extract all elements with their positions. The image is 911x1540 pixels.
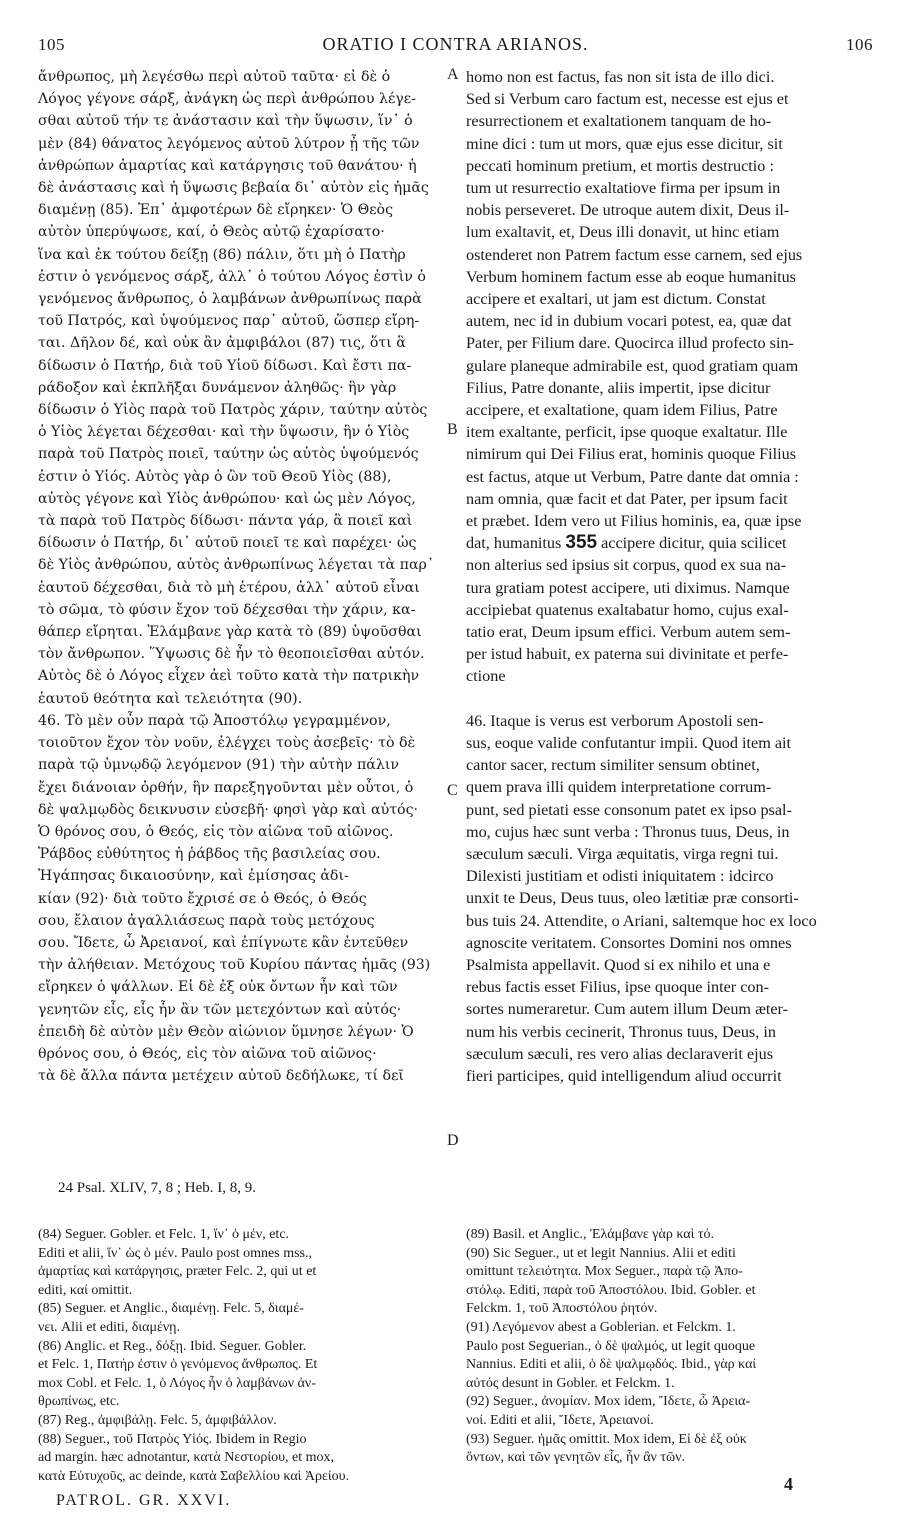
text-line: διαμένῃ (85). Ἐπ᾽ ἀμφοτέρων δὲ εἴρηκεν· Ὁ Θεὸς <box>38 202 394 219</box>
text-line: Psalmista appellavit. Quod si ex nihilo et una e <box>466 955 771 974</box>
text-line: Λόγος γέγονε σάρξ, ἀνάγκη ὡς περὶ ἀνθρώπου λέγε- <box>38 91 416 108</box>
footnote-line: mox Cobl. et Felc. 1, ὁ Λόγος ἦν ὁ λαμβάνων ἀν- <box>38 1375 316 1391</box>
text-line: Ὁ θρόνος σου, ὁ Θεός, εἰς τὸν αἰῶνα τοῦ αἰῶνος. <box>38 823 394 840</box>
text-line: accipere et exaltari, ut jam est dictum. Constat <box>466 290 766 309</box>
text-line: 46. Itaque is verus est verborum Apostoli sen- <box>466 711 764 730</box>
text-line: τὸν ἄνθρωπον. Ὕψωσις δὲ ἦν τὸ θεοποιεῖσθαι αὐτόν. <box>38 646 425 663</box>
text-line: gulare planeque admirabile est, quod gratiam quam <box>466 356 799 375</box>
text-line: est factus, atque ut Verbum, Patre dante dat omnia : <box>466 467 799 486</box>
text-line: nobis perseveret. De utroque autem dixit, Deus il- <box>466 201 790 220</box>
text-line: tura gratiam potest accipere, uti diximus. Namque <box>466 578 790 597</box>
margin-marker-a: A <box>447 66 459 83</box>
text-line: tatio erat, Deum ipsum effici. Verbum autem sem- <box>466 623 791 642</box>
text-line: Dilexisti justitiam et odisti iniquitatem : idcirco <box>466 867 774 886</box>
text-line: Ἠγάπησας δικαιοσύνην, καὶ ἐμίσησας ἀδι- <box>38 868 349 885</box>
text-line: Αὐτὸς δὲ ὁ Λόγος εἶχεν ἀεὶ τοῦτο κατὰ τὴν πατρικὴν <box>38 668 420 685</box>
page-number-left: 105 <box>38 35 65 54</box>
margin-marker-b: B <box>447 421 458 438</box>
footnote-line: ἁμαρτίας καὶ κατάργησις, præter Felc. 2, qui ut et <box>38 1264 317 1280</box>
text-line: resurrectionem et exaltationem tanquam de ho- <box>466 112 772 131</box>
footnote-line: (89) Basil. et Anglic., Ἐλάμβανε γὰρ καὶ τό. <box>466 1227 714 1242</box>
footnote-line: Paulo post Seguerian., ὁ δὲ ψαλμός, ut legit quoque <box>466 1338 756 1354</box>
text-line: εἴρηκεν ὁ ψάλλων. Εἰ δὲ ἐξ οὐκ ὄντων ἦν καὶ τῶν <box>38 979 398 996</box>
footnote-line: Editi et alii, ἵν᾽ ὡς ὁ μέν. Paulo post omnes mss., <box>38 1245 313 1261</box>
text-line: δὲ Υἱὸς ἀνθρώπου, αὐτὸς ἀνθρωπίνως λέγεται τὰ παρ᾽ <box>38 557 434 574</box>
text-line: δίδωσιν ὁ Πατήρ, δι᾽ αὐτοῦ ποιεῖ τε καὶ παρέχει· ὡς <box>38 535 417 552</box>
text-line: ostenderet non Patrem factum esse carnem, sed ejus <box>466 245 803 264</box>
text-line: τὰ παρὰ τοῦ Πατρὸς δίδωσι· πάντα γάρ, ἃ ποιεῖ καὶ <box>38 513 413 530</box>
text-line: δίδωσιν ὁ Υἱὸς παρὰ τοῦ Πατρὸς χάριν, ταύτην αὐτὸς <box>38 402 428 419</box>
text-line: θάπερ εἴρηται. Ἐλάμβανε γὰρ κατὰ τὸ (89) ὑψοῦσθαι <box>38 624 422 641</box>
text-line: Sed si Verbum caro factum est, necesse est ejus et <box>466 90 789 109</box>
text-line: lum exaltavit, et, Deus illi donavit, ut hinc etiam <box>466 223 780 242</box>
text-line <box>466 688 876 710</box>
text-line: σου. Ἴδετε, ὦ Ἀρειανοί, καὶ ἐπίγνωτε κἂν ἐντεῦθεν <box>38 934 409 951</box>
text-line: δὲ ἀνάστασις καὶ ἡ ὕψωσις βεβαία δι᾽ αὐτὸν εἰς ἡμᾶς <box>38 180 429 197</box>
footnote-line: ὄντων, καὶ τῶν γενητῶν εἷς, ἦν ἂν τῶν. <box>466 1450 686 1466</box>
text-line: μὲν (84) θάνατος λεγόμενος αὐτοῦ λύτρον ᾖ τῆς τῶν <box>38 135 420 152</box>
text-line: sæculum sæculi, res vero alias declaraverit ejus <box>466 1044 774 1063</box>
text-line: mo, cujus hæc sunt verba : Thronus tuus, Deus, in <box>466 822 790 841</box>
text-line: cantor sacer, rectum similiter sensum obtinet, <box>466 756 760 775</box>
footnote-line: (87) Reg., ἀμφιβάλῃ. Felc. 5, ἀμφιβάλλον. <box>38 1412 277 1428</box>
text-line: agnoscite veritatem. Consortes Domini nos omnes <box>466 933 792 952</box>
text-line: peccati hominum pretium, et mortis destructio : <box>466 156 774 175</box>
text-line: sus, eoque valide confutantur impii. Quod item ait <box>466 733 792 752</box>
footnote-line: κατὰ Εὐτυχοῦς, ac deinde, κατὰ Σαβελλίου καὶ Ἀρείου. <box>38 1468 350 1484</box>
text-line: δὲ ψαλμῳδὸς δεικνυσιν εὐσεβῆ· φησὶ γὰρ καὶ αὐτός· <box>38 801 419 818</box>
running-title: ORATIO I CONTRA ARIANOS. <box>322 34 589 54</box>
text-line: ται. Δῆλον δέ, καὶ οὐκ ἂν ἀμφιβάλοι (87) τις, ὅτι ἃ <box>38 335 406 352</box>
text-line: accipere, et exaltatione, quam idem Filius, Patre <box>466 401 778 420</box>
text-line: τοῦ Πατρός, καὶ ὑψούμενος παρ᾽ αὐτοῦ, ὥσπερ εἴρη- <box>38 313 420 330</box>
text-line: ἄνθρωπος, μὴ λεγέσθω περὶ αὐτοῦ ταῦτα· εἰ δὲ ὁ <box>38 69 391 85</box>
text-line: fieri participes, quid intelligendum aliud occurrit <box>466 1066 782 1085</box>
running-header <box>38 34 873 60</box>
footnote-line: et Felc. 1, Πατήρ ἐστιν ὁ γενόμενος ἄνθρωπος. Et <box>38 1357 318 1373</box>
scripture-reference: 24 Psal. XLIV, 7, 8 ; Heb. I, 8, 9. <box>58 1180 257 1196</box>
text-line: τὴν ἀλήθειαν. Μετόχους τοῦ Κυρίου πάντας ἡμᾶς (93) <box>38 957 431 974</box>
text-line: ἵνα καὶ ἐκ τούτου δείξῃ (86) πάλιν, ὅτι μὴ ὁ Πατὴρ <box>38 246 406 263</box>
text-line: παρὰ τῷ ὑμνῳδῷ λεγόμενον (91) τὴν αὐτὴν πάλιν <box>38 757 400 774</box>
text-line: bus tuis 24. Attendite, o Ariani, saltemque hoc ex loco <box>466 911 817 930</box>
text-line: ἔχει διάνοιαν ὀρθήν, ἣν παρεξηγοῦνται μὲν οὗτοι, ὁ <box>38 779 414 796</box>
text-line: ctione <box>466 667 506 686</box>
footer-series: PATROL. GR. XXVI. <box>56 1492 232 1509</box>
footnote-line: (86) Anglic. et Reg., δόξῃ. Ibid. Seguer. Gobler. <box>38 1338 307 1354</box>
text-line: item exaltante, perficit, ipse quoque exaltatur. Ille <box>466 423 788 442</box>
text-line: mine dici : tum ut mors, quæ ejus esse dicitur, sit <box>466 134 783 153</box>
text-line: num his verbis cecinerit, Thronus tuus, Deus, in <box>466 1022 776 1041</box>
text-line: non alterius sed ipsius sit corpus, quod ex sua na- <box>466 556 787 575</box>
margin-marker-d: D <box>447 1132 459 1149</box>
text-line: ράδοξον καὶ ἐκπλῆξαι δυνάμενον ἀληθῶς· ἣν γὰρ <box>38 379 397 396</box>
text-line: punt, sed pietati esse consonum patet ex ipso psal- <box>466 800 792 819</box>
text-line: ἀνθρώπων ἁμαρτίας καὶ κατάργησις τοῦ θανάτου· ἡ <box>38 157 417 174</box>
text-line: sortes numeraretur. Cum autem illum Deum æter- <box>466 1000 789 1019</box>
footnote-line: (85) Seguer. et Anglic., διαμένῃ. Felc. 5, διαμέ- <box>38 1301 304 1317</box>
latin-column <box>466 66 876 1087</box>
footnote-line: omittunt τελειότητα. Mox Seguer., παρὰ τῷ Ἀπο- <box>466 1264 743 1280</box>
text-line: Ῥάβδος εὐθύτητος ἡ ῥάβδος τῆς βασιλείας σου. <box>38 846 381 863</box>
text-line: αὐτὸς γέγονε καὶ Υἱὸς ἀνθρώπου· καὶ ὡς μὲν Λόγος, <box>38 490 416 507</box>
text-line: Filius, Patre donante, aliis impertit, ipse dicitur <box>466 378 771 397</box>
footnote-line: αὐτός desunt in Gobler. et Felckm. 1. <box>466 1375 675 1391</box>
text-line: et præbet. Idem vero ut Filius hominis, ea, quæ ipse <box>466 512 802 531</box>
text-line: τοιοῦτον ἔχον τὸν νοῦν, ἐλέγχει τοὺς ἀσεβεῖς· τὸ δὲ <box>38 735 416 752</box>
footnote-line: (93) Seguer. ἡμᾶς omittit. Mox idem, Εἰ δὲ ἐξ οὐκ <box>466 1431 747 1447</box>
footnotes-left <box>38 1226 452 1486</box>
text-line: δίδωσιν ὁ Πατήρ, διὰ τοῦ Υἱοῦ δίδωσι. Καὶ ἔστι πα- <box>38 357 412 374</box>
text-line: γενόμενος ἄνθρωπος, ὁ λαμβάνων ἀνθρωπίνως παρὰ <box>38 291 422 308</box>
column-number: 355 <box>565 532 598 554</box>
text-line: sæculum sæculi. Virga æquitatis, virga regni tui. <box>466 844 779 863</box>
margin-marker-c: C <box>447 782 458 799</box>
text-line: tum ut resurrectio exaltatiove firma per ipsum in <box>466 179 781 198</box>
text-line: ὁ Υἱὸς λέγεται δέχεσθαι· καὶ τὴν ὕψωσιν, ἣν ὁ Υἱὸς <box>38 424 410 441</box>
text-line: Verbum hominem factum esse ab eoque humanitus <box>466 267 796 286</box>
footnote-line: (84) Seguer. Gobler. et Felc. 1, ἵν᾽ ὁ μέν, etc. <box>38 1227 290 1242</box>
text-line: κίαν (92)· διὰ τοῦτο ἔχρισέ σε ὁ Θεός, ὁ Θεός <box>38 890 367 907</box>
text-line: τὸ σῶμα, τὸ φύσιν ἔχον τοῦ δέχεσθαι τὴν χάριν, κα- <box>38 601 416 618</box>
signature-mark: 4 <box>784 1474 793 1494</box>
footnote-line: νοί. Editi et alii, Ἴδετε, Ἀρειανοί. <box>466 1412 654 1428</box>
text-line: παρὰ τοῦ Πατρὸς ποιεῖ, ταύτην ὡς αὐτὸς ὑψούμενός <box>38 446 419 463</box>
text-line: accipiebat quatenus exaltabatur homo, cujus exal- <box>466 600 789 619</box>
text-line: τὰ δὲ ἄλλα πάντα μετέχειν αὐτοῦ δεδήλωκε, τί δεῖ <box>38 1068 404 1085</box>
footnote-line: (90) Sic Seguer., ut et legit Nannius. Alii et editi <box>466 1245 736 1261</box>
text-line: ἐστιν ὁ γενόμενος σάρξ, ἀλλ᾽ ὁ τούτου Λόγος ἐστὶν ὁ <box>38 268 426 285</box>
text-line: unxit te Deus, Deus tuus, oleo lætitiæ præ consorti- <box>466 889 799 908</box>
text-line: ἑαυτοῦ δέχεσθαι, διὰ τὸ μὴ ἑτέρου, ἀλλ᾽ αὐτοῦ εἶναι <box>38 579 420 596</box>
footnote-line: (91) Λεγόμενον abest a Goblerian. et Felckm. 1. <box>466 1319 736 1335</box>
text-line: nimirum qui Dei Filius erat, hominis quoque Filius <box>466 445 797 464</box>
text-line: θρόνος σου, ὁ Θεός, εἰς τὸν αἰῶνα τοῦ αἰῶνος· <box>38 1045 377 1062</box>
text-line: ἐπειδὴ δὲ αὐτὸν μὲν Θεὸν αἰώνιον ὕμνησε λέγων· Ὁ <box>38 1023 414 1040</box>
text-line: dat, humanitus 355 accipere dicitur, quia scilicet <box>466 532 787 554</box>
footnote-line: θρωπίνως, etc. <box>38 1394 120 1410</box>
text-line: γενητῶν εἷς, εἷς ἦν ἂν τῶν μετεχόντων καὶ αὐτός· <box>38 1001 402 1018</box>
text-line: autem, nec id in dubium vocari potest, ea, quæ dat <box>466 312 792 331</box>
text-line: σου, ἔλαιον ἀγαλλιάσεως παρὰ τοὺς μετόχους <box>38 912 375 929</box>
text-line: rebus factis esset Filius, ipse quoque inter con- <box>466 978 770 997</box>
text-line: nam omnia, quæ facit et dat Pater, per ipsum facit <box>466 489 788 508</box>
text-line: ἑαυτοῦ θεότητα καὶ τελειότητα (90). <box>38 690 303 707</box>
footnote-line: Felckm. 1, τοῦ Ἀποστόλου ῥητόν. <box>466 1301 658 1317</box>
text-line: σθαι αὐτοῦ τήν τε ἀνάστασιν καὶ τὴν ὕψωσιν, ἵν᾽ ὁ <box>38 113 413 130</box>
text-line: quem prava illi quidem interpretatione corrum- <box>466 778 772 797</box>
text-line: 46. Τὸ μὲν οὖν παρὰ τῷ Ἀποστόλῳ γεγραμμένον, <box>38 712 391 729</box>
footnotes-right <box>466 1226 880 1468</box>
footnote-line: νει. Alii et editi, διαμένῃ. <box>38 1319 180 1335</box>
footnote-line: στόλῳ. Editi, παρὰ τοῦ Ἀποστόλου. Ibid. Gobler. et <box>466 1282 756 1298</box>
text-line: Pater, per Filium dare. Quocirca illud profecto sin- <box>466 334 794 353</box>
text-line: ἐστιν ὁ Υἱός. Αὐτὸς γὰρ ὁ ὢν τοῦ Θεοῦ Υἱὸς (88), <box>38 468 392 485</box>
text-line: per istud habuit, ex paterna sui divinitate et perfe- <box>466 645 789 664</box>
footnote-line: ad margin. hæc adnotantur, κατὰ Νεστορίου, et mox, <box>38 1450 335 1466</box>
footnote-line: editi, καί omittit. <box>38 1282 133 1298</box>
text-line: αὐτὸν ὑπερύψωσε, καί, ὁ Θεὸς αὐτῷ ἐχαρίσατο· <box>38 224 385 241</box>
text-line: homo non est factus, fas non sit ista de illo dici. <box>466 68 775 86</box>
footnote-line: Nannius. Editi et alii, ὁ δὲ ψαλμῳδός. Ibid., γὰρ καί <box>466 1357 757 1373</box>
footnote-line: (92) Seguer., ἀνομίαν. Mox idem, Ἴδετε, ὦ Ἀρεια- <box>466 1394 751 1410</box>
greek-column <box>38 66 446 1087</box>
footnote-line: (88) Seguer., τοῦ Πατρὸς Υἱός. Ibidem in Regio <box>38 1431 307 1447</box>
page-number-right: 106 <box>845 35 873 54</box>
